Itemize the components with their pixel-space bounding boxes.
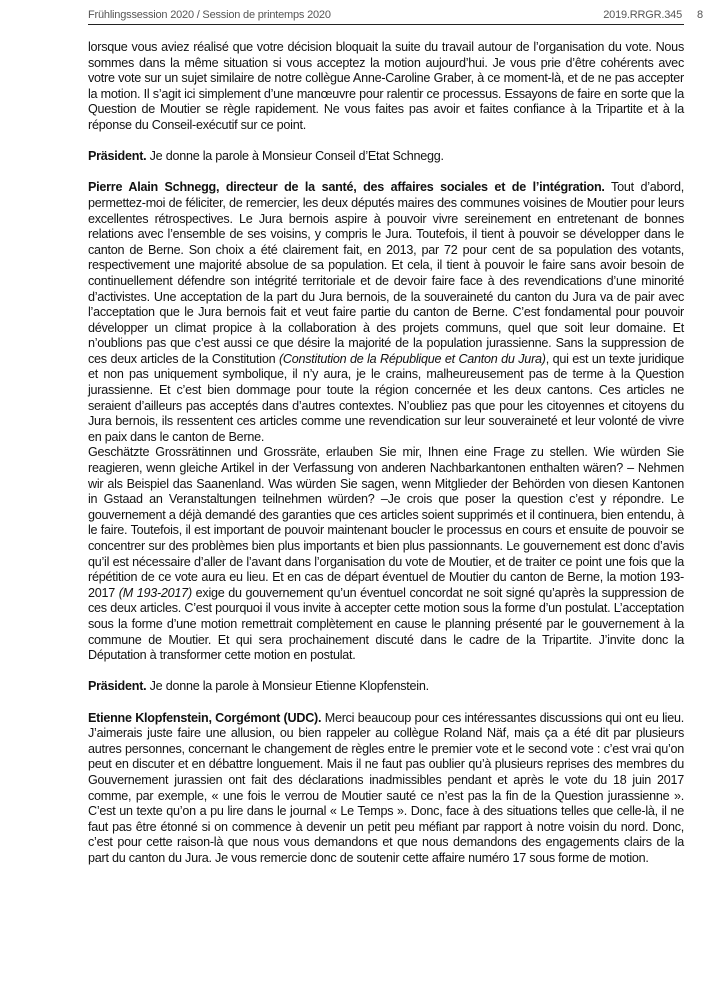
session-title: Frühlingssession 2020 / Session de printemps 2020 [88,9,331,21]
paragraph-text: Je donne la parole à Monsieur Etienne Klopfenstein. [146,679,429,694]
page-number: 8 [697,9,704,21]
paragraph-schnegg [88,180,684,445]
paragraph-text: Merci beaucoup pour ces intéressantes discussions qui ont eu lieu. J’aimerais juste faire une allusion, ou bien rappeler au collègue Roland Näf, mais ça a été dit par plusieurs autres personnes, concernant le changement de règles entre le premier vote et le second vote : c’est vrai qu’on peut en discuter et en débattre longuement. Mais il ne faut pas oublier qu’à plusieurs reprises des membres du Gouvernement jurassien ont fait des déclarations inadmissibles pendant et après le vote du 18 juin 2017 comme, par exemple, « une fois le verrou de Moutier sauté ce n’est pas la fin de la Question jurassienne ». C’est un texte qu’on a pu lire dans le journal « Le Temps ». Donc, face à des situations telles que celle-là, il ne faut pas être étonné si on commence à devenir un petit peu méfiant par rapport à notre voisin du nord. Donc, c’est pour cette raison-là que nous vous demandons et que nous demandons des engagements clairs de la part du canton du Jura. Je vous remercie donc de soutenir cette affaire numéro 17 sous forme de motion. [88,710,684,865]
paragraph-text: , qui est un texte juridique et non pas uniquement symbolique, il n’y aura, je le crains, malheureusement pas de terme à la Question jurassienne. Et c’est bien dommage pour toute la région concernée et les deux cantons. Ces articles ne seraient d’ailleurs pas acceptés dans d’autres contextes. N’oubliez pas que pour les citoyennes et citoyens du Jura bernois, ils ressentent ces articles comme une revendication sur leur souveraineté et leur volonté de vivre en paix dans le canton de Berne. [88,351,684,444]
reference-citation: (M 193-2017) [118,585,192,600]
paragraph-text: exige du gouvernement qu’un éventuel concordat ne soit signé qu’après la suppression de ces deux articles. C’est pourquoi il vous invite à accepter cette motion sous la forme d’un postulat. L’acceptation sous la forme d’une motion remettrait complètement en cause le planning présenté par le gouvernement à la commune de Moutier. Et qui sera prochainement discuté dans le cadre de la Tripartite. J’invite donc la Députation à transformer cette motion en postulat. [88,585,685,663]
paragraph-schnegg-continued [88,445,684,663]
paragraph-text: Geschätzte Grossrätinnen und Grossräte, erlauben Sie mir, Ihnen eine Frage zu stellen. Wie würden Sie reagieren, wenn gleiche Artikel in der Verfassung von anderen Nachbarkantonen enthalten wären? – Nehmen wir als Beispiel das Saanenland. Was würden Sie sagen, wenn Mitglieder der Behörden von diesen Kantonen in Gstaad an Veranstaltungen teilnehmen würden? –Je crois que poser la question c’est y répondre. Le gouvernement a déjà demandé des garanties que ces articles soient supprimés et il continuera, bien entendu, à le faire. Toutefois, il est important de pouvoir maintenant boucler le processus en cours et ensuite de pouvoir se concentrer sur des problèmes bien plus importants et bien plus passionnants. Le gouvernement est donc d’avis qu’il est nécessaire d’aller de l’avant dans l’organisation du vote de Moutier, et de traiter ce point une fois que la répétition de ce vote aura eu lieu. Et en cas de départ éventuel de Moutier du canton de Berne, la motion 193-2017 [88,445,684,600]
speaker-name: Präsident. [88,679,147,694]
speaker-name: Präsident. [88,149,147,164]
paragraph-text: Je donne la parole à Monsieur Conseil d’Etat Schnegg. [146,149,444,164]
reference-citation: (Constitution de la République et Canton du Jura) [278,351,546,366]
speaker-name: Pierre Alain Schnegg, directeur de la santé, des affaires sociales et de l’intégration. [88,180,605,195]
page-header [88,6,684,25]
document-body [88,40,684,882]
paragraph-klopfenstein [88,711,684,867]
paragraph-text: lorsque vous aviez réalisé que votre décision bloquait la suite du travail autour de l’organisation du vote. Nous sommes dans la même situation si vous acceptez la motion aujourd’hui. Je vous prie d’être cohérents avec votre vote sur un sujet similaire de notre collègue Anne-Caroline Graber, à ce moment-là, et de ne pas accepter la motion. Il s’agit ici simplement d’une manœuvre pour ralentir ce processus. Essayons de faire en sorte que la Question de Moutier se règle rapidement. Ne vous faites pas avoir et faites confiance à la Tripartite et à la réponse du Conseil-exécutif sur ce point. [88,40,684,132]
paragraph-text: Tout d’abord, permettez-moi de féliciter, de remercier, les deux députés maires des communes voisines de Moutier pour leurs excellentes rétrospectives. Le Jura bernois aspire à pouvoir vivre sereinement en entretenant de bonnes relations avec l’ensemble de ses voisins, y compris le Jura. Toutefois, il tient à pouvoir se développer dans le canton de Berne. Son choix a été clairement fait, en 2013, par 72 pour cent de sa population des votants, respectivement une majorité absolue de sa population. Et cela, il tient à pouvoir le faire sans avoir besoin de continuellement défendre son intégrité territoriale et de devoir faire face à des revendications d’une minorité d’activistes. Une acceptation de la part du Jura bernois, de la souveraineté du canton du Jura va de pair avec l’acceptation que le Jura bernois fait et veut faire partie du canton de Berne. C’est fondamental pour pouvoir développer un climat propice à la collaboration à des projets communs, quel que soit leur domaine. Et n’oublions pas que c’est aussi ce que désire la majorité de la population jurassienne. Sans la suppression de ces deux articles de la Constitution [88,180,684,366]
document-reference: 2019.RRGR.345 [603,9,682,21]
paragraph-president [88,149,684,165]
speaker-name: Etienne Klopfenstein, Corgémont (UDC). [88,710,322,725]
paragraph-continuation [88,40,684,134]
paragraph-president [88,679,684,695]
